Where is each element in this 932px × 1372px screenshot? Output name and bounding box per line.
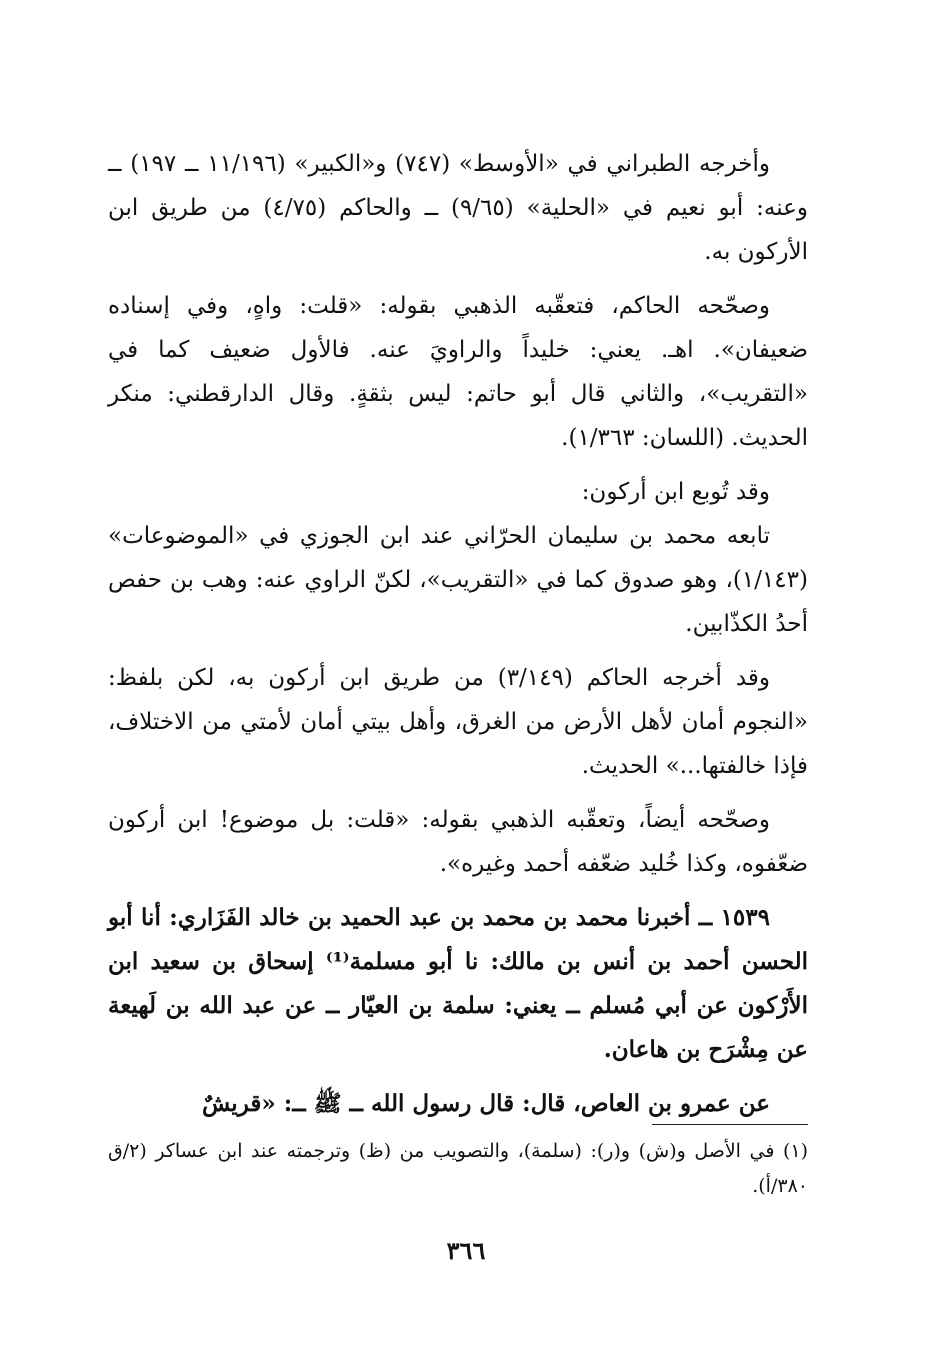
paragraph-dhahabi: وصحّحه أيضاً، وتعقّبه الذهبي بقوله: «قلت: بل موضوع! ابن أركون ضعّفوه، وكذا خُليد ضعّفه أحمد وغيره». [108,807,808,877]
paragraph-isnad: ١٥٣٩ ــ أخبرنا محمد بن محمد بن عبد الحميد بن خالد الفَزَاري: أنا أبو الحسن أحمد بن أنس بن مالك: نا أبو مسلمة⁽¹⁾ إسحاق بن سعيد ابن الأَرْكون عن أبي مُسلم ــ يعني: سلمة بن العيّار ــ عن عبد الله بن لَهيعة عن مِشْرَح بن هاعان. [108,904,808,1063]
paragraph-tashih: وصحّحه الحاكم، فتعقّبه الذهبي بقوله: «قلت: واهٍ، وفي إسناده ضعيفان». اهـ. يعني: خليداً والراويَ عنه. فالأول ضعيف كما في «التقريب»، والثاني قال أبو حاتم: ليس بثقةٍ. وقال الدارقطني: منكر الحديث. (اللسان: ١/٣٦٣). [108,293,808,451]
paragraph-takhrij: وأخرجه الطبراني في «الأوسط» (٧٤٧) و«الكبير» (١١/١٩٦ ــ ١٩٧) ــ وعنه: أبو نعيم في «الحلية» (٩/٦٥) ــ والحاكم (٤/٧٥) من طريق ابن الأركون به. [108,151,808,265]
paragraph-mutabaa: تابعه محمد بن سليمان الحرّاني عند ابن الجوزي في «الموضوعات» (١/١٤٣)، وهو صدوق كما في «التقريب»، لكنّ الراوي عنه: وهب بن حفص أحدُ الكذّابين. [108,523,808,637]
main-text [108,142,808,1126]
paragraph-hakim: وقد أخرجه الحاكم (٣/١٤٩) من طريق ابن أركون به، لكن بلفظ: «النجوم أمان لأهل الأرض من الغرق، وأهل بيتي أمان لأمتي من الاختلاف، فإذا خالفتها...» الحديث. [108,665,808,779]
paragraph-hadith: عن عمرو بن العاص، قال: قال رسول الله ــ ﷺ ــ: «قريشٌ [201,1090,770,1117]
page-number: ٣٦٦ [446,1236,486,1265]
paragraph-mutabaa-heading: وقد تُوبع ابن أركون: [581,479,770,505]
footnotes [108,1134,808,1204]
footnote-1: (١) في الأصل و(ش) و(ر): (سلمة)، والتصويب من (ظ) وترجمته عند ابن عساكر (٢/ق ٣٨٠/أ). [108,1140,808,1197]
footnote-separator [652,1124,808,1125]
